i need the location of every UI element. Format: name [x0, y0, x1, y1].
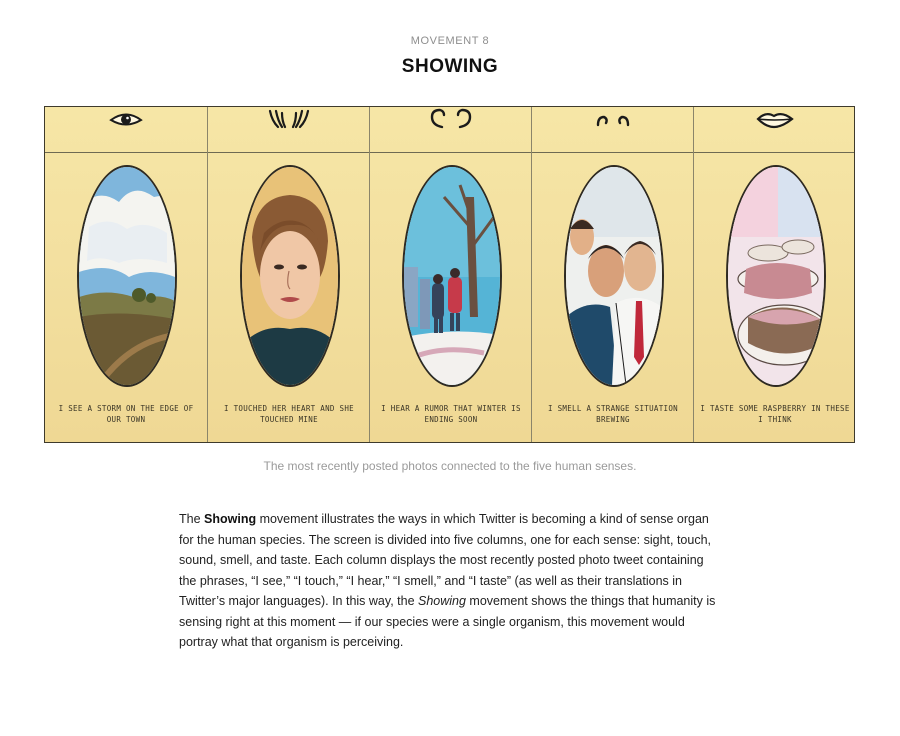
- photo-three-men: [564, 165, 664, 387]
- lips-icon: [694, 107, 855, 131]
- sense-caption: I TOUCHED HER HEART AND SHE TOUCHED MINE: [223, 404, 354, 424]
- photo-storm-landscape: [77, 165, 177, 387]
- photo-winter-couple: [402, 165, 502, 387]
- photo-raspberry-cakes: [726, 165, 826, 387]
- showing-term-italic: Showing: [418, 594, 466, 608]
- sense-column-sight: [45, 107, 207, 443]
- sense-caption: I HEAR A RUMOR THAT WINTER IS ENDING SOON: [381, 404, 521, 424]
- sense-column-taste: [693, 107, 855, 443]
- body-intro: The: [179, 512, 205, 526]
- hands-icon: [208, 107, 370, 131]
- movement-kicker: MOVEMENT 8: [410, 35, 490, 47]
- nose-icon: [532, 107, 694, 131]
- sense-caption: I TASTE SOME RASPBERRY IN THESE I THINK: [700, 404, 850, 424]
- eye-icon: [45, 107, 207, 131]
- body-part-1: movement illustrates the ways in which Twitter is becoming a kind of sense organ for the human species. The screen is divided into five columns, one for each sense: sight, touch, sound, smell, and taste. Each column displays the most recently posted photo tweet containing the phrases, “I see,” “I touch,” “I hear,” “I smell,” and “I taste” (as well as their translations in Twitter’s major languages). In this way, the: [179, 512, 712, 608]
- ears-icon: [370, 107, 532, 131]
- photo-woman-portrait: [240, 165, 340, 387]
- body-part-2: movement shows the things that humanity is sensing right at this moment — if our species were a single organism, this movement would portray what that organism is perceiving.: [179, 594, 716, 649]
- illustration-caption: The most recently posted photos connected to the five human senses.: [263, 459, 637, 473]
- sense-caption: I SMELL A STRANGE SITUATION BREWING: [547, 404, 678, 424]
- body-paragraph: [179, 509, 721, 653]
- senses-illustration: [44, 106, 855, 443]
- sense-caption: I SEE A STORM ON THE EDGE OF OUR TOWN: [58, 404, 194, 424]
- sense-column-sound: [369, 107, 532, 443]
- page-title: SHOWING: [401, 56, 499, 77]
- showing-term-bold: Showing: [204, 512, 257, 526]
- sense-column-touch: [207, 107, 370, 443]
- sense-column-smell: [531, 107, 694, 443]
